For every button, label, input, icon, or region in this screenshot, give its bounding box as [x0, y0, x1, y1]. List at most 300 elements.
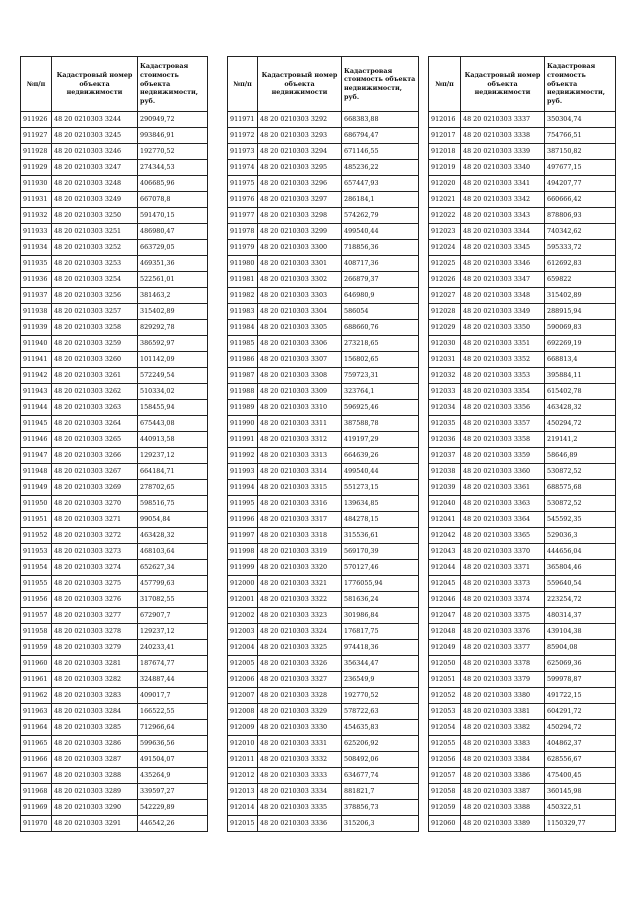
cadastral-value: 491722,15: [545, 688, 616, 704]
cadastral-value: 688575,68: [545, 480, 616, 496]
cadastral-number: 48 20 0210303 3360: [461, 464, 545, 480]
table-row: [228, 560, 419, 576]
table-row: [429, 272, 616, 288]
cadastral-value: 659822: [545, 272, 616, 288]
row-number: 911945: [21, 416, 52, 432]
cadastral-number: 48 20 0210303 3305: [258, 320, 342, 336]
row-number: 912045: [429, 576, 461, 592]
row-number: 911940: [21, 336, 52, 352]
cadastral-value: 668383,88: [342, 112, 419, 128]
cadastral-number: 48 20 0210303 3335: [258, 800, 342, 816]
cadastral-value: 485236,22: [342, 160, 419, 176]
row-number: 911944: [21, 400, 52, 416]
cadastral-value: 192770,52: [138, 144, 208, 160]
table-row: [21, 592, 208, 608]
cadastral-value: 404862,37: [545, 736, 616, 752]
cadastral-number: 48 20 0210303 3328: [258, 688, 342, 704]
cadastral-number: 48 20 0210303 3309: [258, 384, 342, 400]
cadastral-table-2: [227, 56, 419, 832]
row-number: 911953: [21, 544, 52, 560]
cadastral-value: 176817,75: [342, 624, 419, 640]
cadastral-value: 381463,2: [138, 288, 208, 304]
cadastral-number: 48 20 0210303 3320: [258, 560, 342, 576]
row-number: 911927: [21, 128, 52, 144]
row-number: 912022: [429, 208, 461, 224]
table-row: [21, 176, 208, 192]
row-number: 911929: [21, 160, 52, 176]
cadastral-number: 48 20 0210303 3354: [461, 384, 545, 400]
row-number: 912007: [228, 688, 258, 704]
cadastral-value: 545592,35: [545, 512, 616, 528]
table-row: [228, 256, 419, 272]
row-number: 912001: [228, 592, 258, 608]
cadastral-value: 486980,47: [138, 224, 208, 240]
cadastral-number: 48 20 0210303 3347: [461, 272, 545, 288]
cadastral-number: 48 20 0210303 3304: [258, 304, 342, 320]
table-row: [228, 496, 419, 512]
table-row: [429, 656, 616, 672]
row-number: 911982: [228, 288, 258, 304]
cadastral-number: 48 20 0210303 3279: [52, 640, 138, 656]
row-number: 912060: [429, 816, 461, 832]
row-number: 911933: [21, 224, 52, 240]
table-row: [228, 432, 419, 448]
cadastral-number: 48 20 0210303 3357: [461, 416, 545, 432]
cadastral-number: 48 20 0210303 3277: [52, 608, 138, 624]
table-row: [429, 688, 616, 704]
table-row: [429, 640, 616, 656]
cadastral-value: 590069,83: [545, 320, 616, 336]
cadastral-number: 48 20 0210303 3295: [258, 160, 342, 176]
cadastral-value: 598516,75: [138, 496, 208, 512]
row-number: 912054: [429, 720, 461, 736]
header-number: №п/п: [21, 57, 52, 112]
header-cadastral-value: Кадастровая стоимость объекта недвижимости, руб.: [342, 57, 419, 112]
table-row: [228, 416, 419, 432]
table-row: [21, 224, 208, 240]
row-number: 912040: [429, 496, 461, 512]
cadastral-value: 881821,7: [342, 784, 419, 800]
table-row: [21, 688, 208, 704]
cadastral-number: 48 20 0210303 3324: [258, 624, 342, 640]
row-number: 911931: [21, 192, 52, 208]
cadastral-value: 219141,2: [545, 432, 616, 448]
row-number: 911976: [228, 192, 258, 208]
cadastral-number: 48 20 0210303 3264: [52, 416, 138, 432]
cadastral-value: 595333,72: [545, 240, 616, 256]
cadastral-value: 450294,72: [545, 416, 616, 432]
cadastral-number: 48 20 0210303 3256: [52, 288, 138, 304]
table-row: [21, 656, 208, 672]
row-number: 912035: [429, 416, 461, 432]
table-row: [21, 608, 208, 624]
cadastral-number: 48 20 0210303 3245: [52, 128, 138, 144]
table-row: [228, 816, 419, 832]
cadastral-number: 48 20 0210303 3351: [461, 336, 545, 352]
cadastral-value: 350304,74: [545, 112, 616, 128]
row-number: 912039: [429, 480, 461, 496]
cadastral-value: 754766,51: [545, 128, 616, 144]
cadastral-number: 48 20 0210303 3323: [258, 608, 342, 624]
row-number: 911954: [21, 560, 52, 576]
table-row: [228, 704, 419, 720]
row-number: 912030: [429, 336, 461, 352]
table-row: [429, 224, 616, 240]
table-row: [21, 240, 208, 256]
cadastral-value: 759723,31: [342, 368, 419, 384]
table-row: [429, 544, 616, 560]
cadastral-number: 48 20 0210303 3359: [461, 448, 545, 464]
row-number: 912006: [228, 672, 258, 688]
table-row: [228, 288, 419, 304]
row-number: 911979: [228, 240, 258, 256]
cadastral-number: 48 20 0210303 3331: [258, 736, 342, 752]
table-row: [228, 176, 419, 192]
cadastral-value: 315402,89: [545, 288, 616, 304]
table-row: [21, 528, 208, 544]
cadastral-value: 317082,55: [138, 592, 208, 608]
row-number: 912041: [429, 512, 461, 528]
row-number: 911956: [21, 592, 52, 608]
row-number: 911955: [21, 576, 52, 592]
cadastral-value: 657447,93: [342, 176, 419, 192]
row-number: 911932: [21, 208, 52, 224]
cadastral-number: 48 20 0210303 3325: [258, 640, 342, 656]
cadastral-number: 48 20 0210303 3292: [258, 112, 342, 128]
row-number: 911928: [21, 144, 52, 160]
cadastral-value: 450322,51: [545, 800, 616, 816]
cadastral-number: 48 20 0210303 3352: [461, 352, 545, 368]
cadastral-value: 408717,36: [342, 256, 419, 272]
table-row: [429, 768, 616, 784]
header-cadastral-number: Кадастровый номер объекта недвижимости: [258, 57, 342, 112]
cadastral-value: 288915,94: [545, 304, 616, 320]
row-number: 911975: [228, 176, 258, 192]
cadastral-number: 48 20 0210303 3299: [258, 224, 342, 240]
row-number: 911957: [21, 608, 52, 624]
cadastral-value: 646980,9: [342, 288, 419, 304]
cadastral-value: 365804,46: [545, 560, 616, 576]
table-row: [228, 656, 419, 672]
row-number: 911993: [228, 464, 258, 480]
row-number: 912055: [429, 736, 461, 752]
table-row: [228, 720, 419, 736]
cadastral-value: 386592,97: [138, 336, 208, 352]
cadastral-number: 48 20 0210303 3370: [461, 544, 545, 560]
row-number: 912058: [429, 784, 461, 800]
row-number: 912018: [429, 144, 461, 160]
cadastral-value: 406685,96: [138, 176, 208, 192]
table-row: [429, 704, 616, 720]
cadastral-value: 664639,26: [342, 448, 419, 464]
table-row: [429, 496, 616, 512]
cadastral-value: 278702,65: [138, 480, 208, 496]
row-number: 911984: [228, 320, 258, 336]
table-row: [429, 176, 616, 192]
cadastral-value: 101142,09: [138, 352, 208, 368]
row-number: 912032: [429, 368, 461, 384]
table-row: [21, 768, 208, 784]
row-number: 912044: [429, 560, 461, 576]
cadastral-number: 48 20 0210303 3312: [258, 432, 342, 448]
table-row: [21, 752, 208, 768]
cadastral-number: 48 20 0210303 3336: [258, 816, 342, 832]
cadastral-number: 48 20 0210303 3343: [461, 208, 545, 224]
table-row: [228, 784, 419, 800]
cadastral-number: 48 20 0210303 3346: [461, 256, 545, 272]
row-number: 911985: [228, 336, 258, 352]
row-number: 911926: [21, 112, 52, 128]
row-number: 911951: [21, 512, 52, 528]
cadastral-value: 469351,36: [138, 256, 208, 272]
row-number: 911980: [228, 256, 258, 272]
table-row: [21, 352, 208, 368]
cadastral-value: 158455,94: [138, 400, 208, 416]
table-row: [228, 480, 419, 496]
cadastral-value: 672907,7: [138, 608, 208, 624]
cadastral-value: 223254,72: [545, 592, 616, 608]
cadastral-value: 129237,12: [138, 624, 208, 640]
header-cadastral-value: Кадастровая стоимость объекта недвижимости, руб.: [545, 57, 616, 112]
table-row: [21, 544, 208, 560]
row-number: 911983: [228, 304, 258, 320]
cadastral-number: 48 20 0210303 3307: [258, 352, 342, 368]
cadastral-number: 48 20 0210303 3317: [258, 512, 342, 528]
cadastral-value: 435264,9: [138, 768, 208, 784]
cadastral-number: 48 20 0210303 3349: [461, 304, 545, 320]
cadastral-number: 48 20 0210303 3365: [461, 528, 545, 544]
cadastral-value: 315402,89: [138, 304, 208, 320]
table-row: [21, 576, 208, 592]
row-number: 911972: [228, 128, 258, 144]
cadastral-value: 266879,37: [342, 272, 419, 288]
cadastral-number: 48 20 0210303 3310: [258, 400, 342, 416]
cadastral-value: 660666,42: [545, 192, 616, 208]
table-row: [429, 368, 616, 384]
table-row: [21, 368, 208, 384]
cadastral-value: 570127,46: [342, 560, 419, 576]
table-row: [228, 512, 419, 528]
cadastral-number: 48 20 0210303 3263: [52, 400, 138, 416]
cadastral-number: 48 20 0210303 3356: [461, 400, 545, 416]
cadastral-number: 48 20 0210303 3358: [461, 432, 545, 448]
cadastral-number: 48 20 0210303 3290: [52, 800, 138, 816]
cadastral-number: 48 20 0210303 3273: [52, 544, 138, 560]
cadastral-value: 574262,79: [342, 208, 419, 224]
cadastral-number: 48 20 0210303 3297: [258, 192, 342, 208]
table-row: [228, 128, 419, 144]
cadastral-value: 551273,15: [342, 480, 419, 496]
table-row: [21, 208, 208, 224]
row-number: 912016: [429, 112, 461, 128]
cadastral-value: 581636,24: [342, 592, 419, 608]
row-number: 912037: [429, 448, 461, 464]
cadastral-number: 48 20 0210303 3380: [461, 688, 545, 704]
row-number: 912028: [429, 304, 461, 320]
cadastral-number: 48 20 0210303 3326: [258, 656, 342, 672]
table-row: [21, 640, 208, 656]
cadastral-value: 446542,26: [138, 816, 208, 832]
cadastral-value: 440913,58: [138, 432, 208, 448]
row-number: 912046: [429, 592, 461, 608]
cadastral-number: 48 20 0210303 3306: [258, 336, 342, 352]
table-row: [228, 528, 419, 544]
row-number: 911970: [21, 816, 52, 832]
cadastral-value: 612692,83: [545, 256, 616, 272]
table-row: [228, 592, 419, 608]
cadastral-value: 686794,47: [342, 128, 419, 144]
row-number: 912029: [429, 320, 461, 336]
header-number: №п/п: [429, 57, 461, 112]
row-number: 911937: [21, 288, 52, 304]
row-number: 912050: [429, 656, 461, 672]
row-number: 912033: [429, 384, 461, 400]
cadastral-number: 48 20 0210303 3257: [52, 304, 138, 320]
row-number: 911952: [21, 528, 52, 544]
table-row: [21, 672, 208, 688]
cadastral-value: 356344,47: [342, 656, 419, 672]
cadastral-number: 48 20 0210303 3364: [461, 512, 545, 528]
cadastral-number: 48 20 0210303 3285: [52, 720, 138, 736]
cadastral-value: 510334,02: [138, 384, 208, 400]
cadastral-value: 615402,78: [545, 384, 616, 400]
cadastral-number: 48 20 0210303 3296: [258, 176, 342, 192]
table-row: [429, 384, 616, 400]
cadastral-value: 591470,15: [138, 208, 208, 224]
cadastral-number: 48 20 0210303 3247: [52, 160, 138, 176]
table-row: [228, 672, 419, 688]
cadastral-number: 48 20 0210303 3288: [52, 768, 138, 784]
table-row: [429, 336, 616, 352]
table-row: [21, 464, 208, 480]
cadastral-value: 166522,55: [138, 704, 208, 720]
cadastral-number: 48 20 0210303 3303: [258, 288, 342, 304]
table-row: [429, 528, 616, 544]
row-number: 911963: [21, 704, 52, 720]
table-row: [429, 816, 616, 832]
row-number: 911987: [228, 368, 258, 384]
cadastral-number: 48 20 0210303 3275: [52, 576, 138, 592]
cadastral-value: 522561,01: [138, 272, 208, 288]
cadastral-value: 419197,29: [342, 432, 419, 448]
cadastral-number: 48 20 0210303 3260: [52, 352, 138, 368]
cadastral-number: 48 20 0210303 3337: [461, 112, 545, 128]
row-number: 911966: [21, 752, 52, 768]
table-row: [228, 224, 419, 240]
row-number: 912025: [429, 256, 461, 272]
cadastral-number: 48 20 0210303 3333: [258, 768, 342, 784]
cadastral-number: 48 20 0210303 3319: [258, 544, 342, 560]
cadastral-value: 139634,85: [342, 496, 419, 512]
row-number: 911936: [21, 272, 52, 288]
cadastral-value: 878806,93: [545, 208, 616, 224]
cadastral-number: 48 20 0210303 3270: [52, 496, 138, 512]
table-row: [228, 640, 419, 656]
table-header-row: [21, 57, 208, 112]
row-number: 912047: [429, 608, 461, 624]
table-row: [21, 304, 208, 320]
cadastral-number: 48 20 0210303 3316: [258, 496, 342, 512]
row-number: 912038: [429, 464, 461, 480]
table-row: [21, 256, 208, 272]
cadastral-number: 48 20 0210303 3377: [461, 640, 545, 656]
table-row: [429, 448, 616, 464]
cadastral-number: 48 20 0210303 3334: [258, 784, 342, 800]
cadastral-number: 48 20 0210303 3389: [461, 816, 545, 832]
row-number: 912000: [228, 576, 258, 592]
table-row: [21, 128, 208, 144]
row-number: 912023: [429, 224, 461, 240]
cadastral-number: 48 20 0210303 3376: [461, 624, 545, 640]
cadastral-value: 692269,19: [545, 336, 616, 352]
cadastral-value: 99054,84: [138, 512, 208, 528]
table-row: [21, 416, 208, 432]
cadastral-value: 463428,32: [138, 528, 208, 544]
row-number: 911947: [21, 448, 52, 464]
row-number: 912017: [429, 128, 461, 144]
row-number: 912057: [429, 768, 461, 784]
cadastral-value: 596925,46: [342, 400, 419, 416]
cadastral-value: 475400,45: [545, 768, 616, 784]
table-row: [21, 432, 208, 448]
cadastral-number: 48 20 0210303 3258: [52, 320, 138, 336]
table-row: [21, 704, 208, 720]
table-row: [21, 288, 208, 304]
row-number: 912008: [228, 704, 258, 720]
cadastral-value: 628556,67: [545, 752, 616, 768]
table-row: [21, 192, 208, 208]
cadastral-value: 187674,77: [138, 656, 208, 672]
cadastral-number: 48 20 0210303 3289: [52, 784, 138, 800]
header-cadastral-value: Кадастровая стоимость объекта недвижимости, руб.: [138, 57, 208, 112]
cadastral-number: 48 20 0210303 3278: [52, 624, 138, 640]
row-number: 911962: [21, 688, 52, 704]
row-number: 911973: [228, 144, 258, 160]
row-number: 912048: [429, 624, 461, 640]
cadastral-number: 48 20 0210303 3266: [52, 448, 138, 464]
table-row: [21, 336, 208, 352]
cadastral-number: 48 20 0210303 3276: [52, 592, 138, 608]
table-row: [228, 384, 419, 400]
cadastral-number: 48 20 0210303 3293: [258, 128, 342, 144]
row-number: 912009: [228, 720, 258, 736]
cadastral-value: 604291,72: [545, 704, 616, 720]
cadastral-value: 156802,65: [342, 352, 419, 368]
cadastral-number: 48 20 0210303 3250: [52, 208, 138, 224]
table-row: [429, 512, 616, 528]
cadastral-number: 48 20 0210303 3379: [461, 672, 545, 688]
table-row: [228, 768, 419, 784]
cadastral-number: 48 20 0210303 3374: [461, 592, 545, 608]
row-number: 911974: [228, 160, 258, 176]
cadastral-value: 599636,56: [138, 736, 208, 752]
table-row: [228, 272, 419, 288]
table-header-row: [228, 57, 419, 112]
cadastral-value: 378856,73: [342, 800, 419, 816]
cadastral-value: 457799,63: [138, 576, 208, 592]
row-number: 912056: [429, 752, 461, 768]
row-number: 911943: [21, 384, 52, 400]
row-number: 912031: [429, 352, 461, 368]
cadastral-value: 499540,44: [342, 224, 419, 240]
cadastral-number: 48 20 0210303 3300: [258, 240, 342, 256]
table-row: [429, 320, 616, 336]
cadastral-number: 48 20 0210303 3384: [461, 752, 545, 768]
cadastral-number: 48 20 0210303 3298: [258, 208, 342, 224]
table-row: [21, 560, 208, 576]
row-number: 912042: [429, 528, 461, 544]
table-row: [228, 752, 419, 768]
